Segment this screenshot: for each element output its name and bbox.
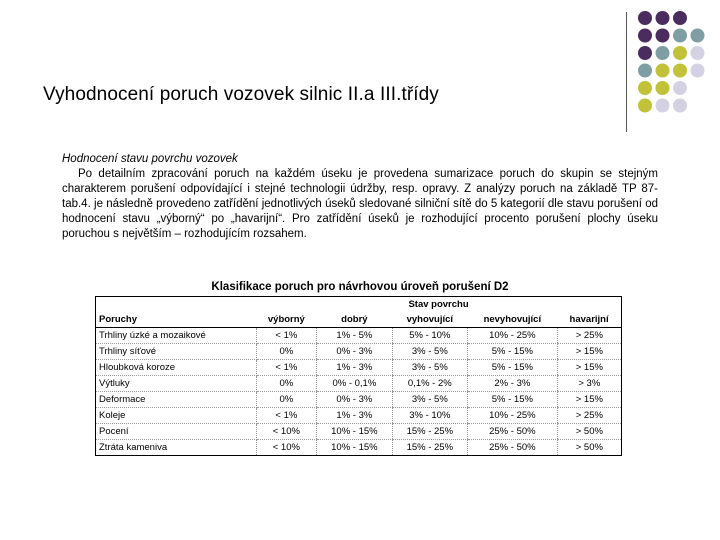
decorative-divider [626, 12, 627, 132]
table-cell: 3% - 5% [392, 392, 467, 408]
table-cell: 10% - 15% [317, 440, 392, 456]
table-cell: 2% - 3% [468, 376, 558, 392]
table-cell: 0% - 3% [317, 344, 392, 360]
table-title: Klasifikace poruch pro návrhovou úroveň porušení D2 [211, 281, 509, 293]
table-cell: 5% - 15% [468, 392, 558, 408]
intro-text [62, 152, 658, 242]
decorative-dot [673, 64, 687, 78]
decorative-dot [656, 81, 670, 95]
table-cell: 10% - 15% [317, 424, 392, 440]
decorative-dot [673, 81, 687, 95]
table-cell: 0% [256, 376, 317, 392]
decorative-dot [656, 11, 670, 25]
table-cell: > 25% [557, 328, 621, 344]
table-cell: < 10% [256, 424, 317, 440]
table-row [96, 408, 622, 424]
decorative-dot [691, 46, 705, 60]
table-cell: 0% - 3% [317, 392, 392, 408]
table-cell: > 50% [557, 440, 621, 456]
column-header: havarijní [557, 312, 621, 328]
column-header: dobrý [317, 312, 392, 328]
table-cell: 25% - 50% [468, 424, 558, 440]
table-cell: > 25% [557, 408, 621, 424]
table-cell: 0% [256, 392, 317, 408]
table-cell: 1% - 5% [317, 328, 392, 344]
table-cell: > 15% [557, 360, 621, 376]
decorative-dot [656, 29, 670, 43]
table-cell: 15% - 25% [392, 440, 467, 456]
classification-table [95, 296, 622, 456]
decorative-dot [673, 11, 687, 25]
table-cell: 0% - 0,1% [317, 376, 392, 392]
table-cell: 3% - 5% [392, 344, 467, 360]
table-cell: 10% - 25% [468, 328, 558, 344]
table-cell: > 50% [557, 424, 621, 440]
row-label: Deformace [96, 392, 257, 408]
table-cell: 10% - 25% [468, 408, 558, 424]
row-label: Trhliny úzké a mozaikové [96, 328, 257, 344]
table-row [96, 440, 622, 456]
table-cell: 1% - 3% [317, 360, 392, 376]
slide-title: Vyhodnocení poruch vozovek silnic II.a III.třídy [43, 84, 439, 105]
intro-subheading: Hodnocení stavu povrchu vozovek [62, 153, 238, 165]
column-header: výborný [256, 312, 317, 328]
group-header: Stav povrchu [408, 299, 469, 310]
table-cell: < 10% [256, 440, 317, 456]
table-cell: 25% - 50% [468, 440, 558, 456]
column-header: Poruchy [96, 312, 257, 328]
table-cell: 3% - 5% [392, 360, 467, 376]
decorative-dot [638, 99, 652, 113]
table-cell: < 1% [256, 328, 317, 344]
table-cell: 1% - 3% [317, 408, 392, 424]
table-cell: 0,1% - 2% [392, 376, 467, 392]
table-row [96, 344, 622, 360]
row-label: Koleje [96, 408, 257, 424]
row-label: Trhliny síťové [96, 344, 257, 360]
table-cell: > 15% [557, 344, 621, 360]
decorative-dot [691, 64, 705, 78]
table-row [96, 360, 622, 376]
table-row [96, 328, 622, 344]
row-label: Výtluky [96, 376, 257, 392]
table-cell: < 1% [256, 360, 317, 376]
decorative-dot [638, 11, 652, 25]
decorative-dot [673, 99, 687, 113]
decorative-dot [673, 46, 687, 60]
table-row [96, 424, 622, 440]
table-row [96, 376, 622, 392]
decorative-dot [638, 64, 652, 78]
table-row [96, 392, 622, 408]
table-cell: 5% - 10% [392, 328, 467, 344]
decorative-dot [691, 29, 705, 43]
decorative-dot [638, 46, 652, 60]
table-cell: > 15% [557, 392, 621, 408]
table-cell: 15% - 25% [392, 424, 467, 440]
table-cell: 0% [256, 344, 317, 360]
decorative-dot-grid [0, 0, 720, 140]
decorative-dot [656, 46, 670, 60]
row-label: Hloubková koroze [96, 360, 257, 376]
decorative-dot [638, 81, 652, 95]
decorative-dot [656, 99, 670, 113]
table-cell: > 3% [557, 376, 621, 392]
decorative-dot [673, 29, 687, 43]
table-cell: 3% - 10% [392, 408, 467, 424]
table-cell: 5% - 15% [468, 344, 558, 360]
decorative-dot [638, 29, 652, 43]
column-header: nevyhovující [468, 312, 558, 328]
table-cell: 5% - 15% [468, 360, 558, 376]
intro-paragraph: Po detailním zpracování poruch na každém úseku je provedena sumarizace poruch do skupin se stejným charakterem porušení odpovídající i stejné technologii údržby, resp. opravy. Z analýzy poruch na základě TP 87- tab.4. je následně provedeno zatřídění jednotlivých úseků sledované silniční sítě do 5 kategorií dle stavu porušení od hodnocení stavu „výborný“ po „havarijní“. Pro zatřídění úseků je rozhodující procento porušení plochy úseku poruchou s největším – rozhodujícím rozsahem. [62, 168, 658, 240]
column-header: vyhovující [392, 312, 467, 328]
row-label: Ztráta kameniva [96, 440, 257, 456]
row-label: Pocení [96, 424, 257, 440]
decorative-dot [656, 64, 670, 78]
table-cell: < 1% [256, 408, 317, 424]
